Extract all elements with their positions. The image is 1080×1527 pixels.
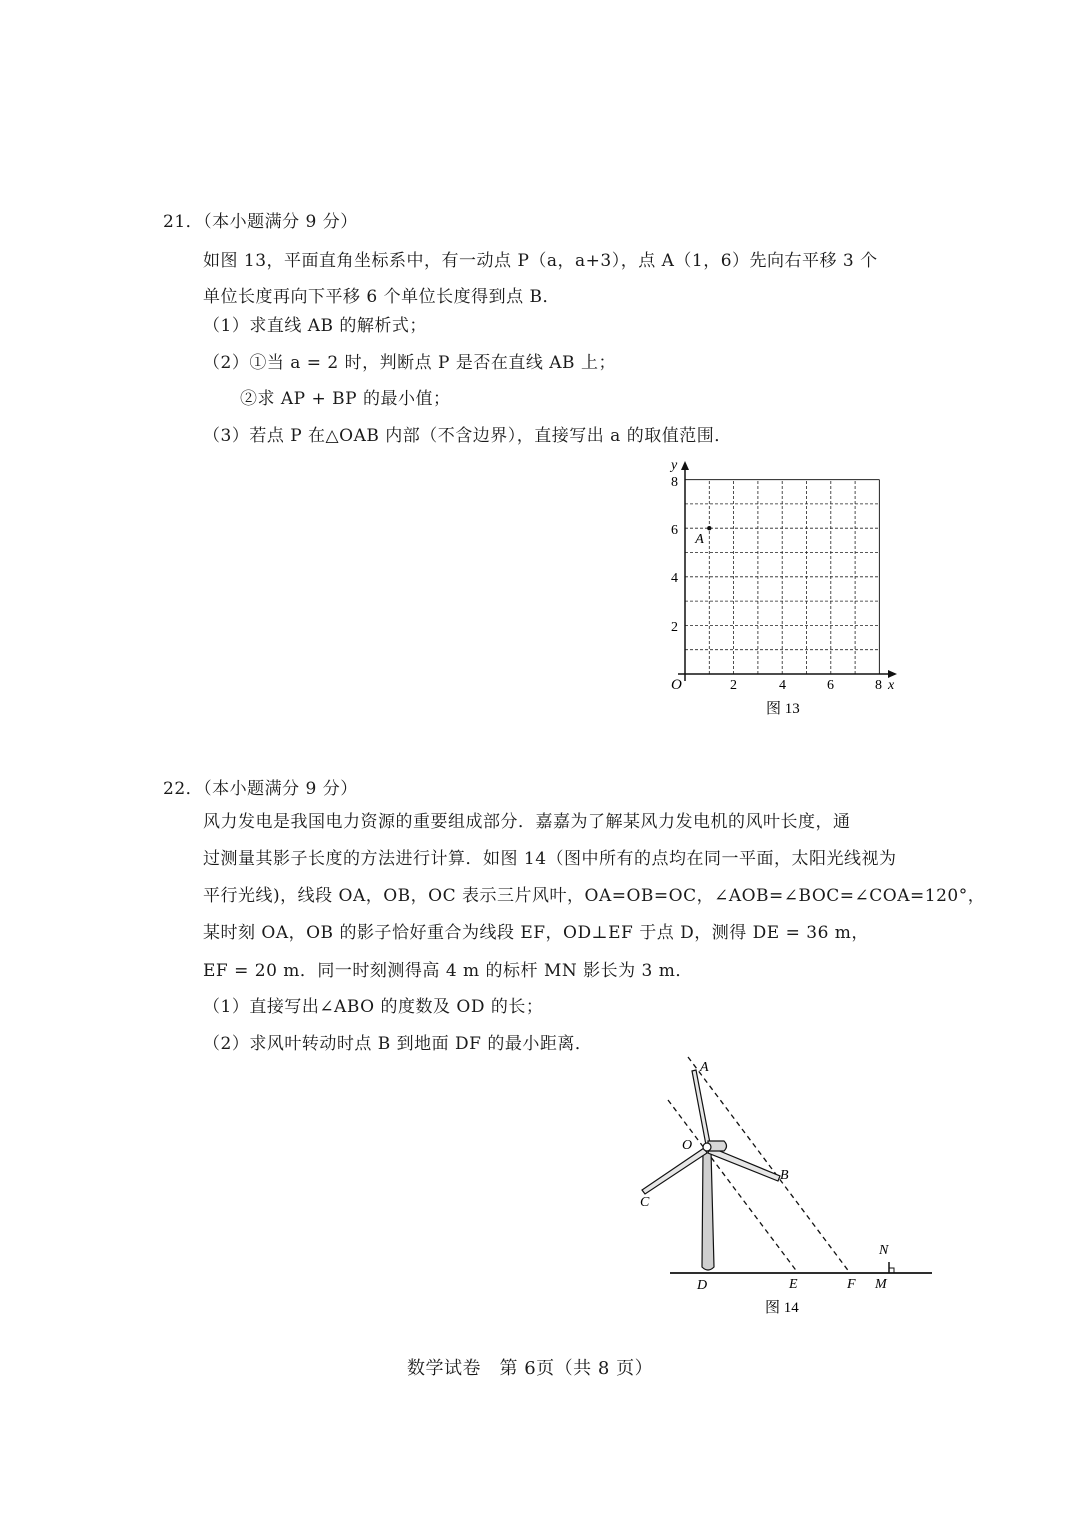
- x-axis-arrow: [888, 670, 897, 678]
- x-tick-4: 4: [779, 678, 786, 693]
- y-axis-label: y: [671, 458, 678, 473]
- label-a: A: [700, 1060, 709, 1075]
- turbine-tower: [702, 1151, 714, 1270]
- label-d: D: [697, 1278, 708, 1293]
- x-axis-label: x: [888, 678, 895, 693]
- q21-line-2: 单位长度再向下平移 6 个单位长度得到点 B．: [203, 287, 561, 307]
- q21-part-1: （1）求直线 AB 的解析式；: [203, 316, 427, 336]
- q21-part-2-1: （2）①当 a = 2 时，判断点 P 是否在直线 AB 上；: [203, 353, 616, 373]
- blade-oc: [642, 1148, 707, 1194]
- q21-part-2-2: ②求 AP + BP 的最小值；: [240, 389, 451, 409]
- coordinate-grid: [685, 480, 879, 674]
- point-a: [707, 526, 711, 530]
- y-tick-4: 4: [671, 571, 678, 586]
- y-tick-6: 6: [671, 523, 678, 538]
- q22-line-2: 过测量其影子长度的方法进行计算．如图 14（图中所有的点均在同一平面，太阳光线视为: [203, 849, 897, 869]
- y-tick-8: 8: [671, 475, 678, 490]
- q22-line-4: 某时刻 OA，OB 的影子恰好重合为线段 EF，OD⊥EF 于点 D，测得 DE = 36 m，: [203, 923, 869, 943]
- q22-part-2: （2）求风叶转动时点 B 到地面 DF 的最小距离．: [203, 1034, 593, 1054]
- figure-13-caption: 图 13: [766, 701, 800, 717]
- figure-14: [630, 1055, 940, 1325]
- page-footer: 数学试卷 第 6页（共 8 页）: [407, 1358, 654, 1379]
- sun-ray-through-o: [668, 1100, 798, 1273]
- label-n: N: [879, 1243, 889, 1258]
- label-f: F: [847, 1277, 856, 1292]
- y-axis-arrow: [681, 461, 689, 470]
- figure-13: [655, 455, 915, 725]
- q22-header: 22．（本小题满分 9 分）: [163, 779, 358, 799]
- label-m: M: [875, 1277, 887, 1292]
- q21-header: 21．（本小题满分 9 分）: [163, 212, 358, 232]
- blade-oa: [692, 1070, 710, 1145]
- q22-line-5: EF = 20 m．同一时刻测得高 4 m 的标杆 MN 影长为 3 m．: [203, 961, 693, 981]
- origin-label: O: [671, 677, 682, 693]
- q22-line-1: 风力发电是我国电力资源的重要组成部分．嘉嘉为了解某风力发电机的风叶长度，通: [203, 812, 851, 832]
- label-e: E: [789, 1277, 798, 1292]
- y-tick-2: 2: [671, 620, 678, 635]
- label-o: O: [682, 1138, 693, 1153]
- blade-ob: [708, 1147, 780, 1181]
- x-tick-8: 8: [875, 678, 882, 693]
- x-tick-6: 6: [827, 678, 834, 693]
- figure-14-caption: 图 14: [765, 1300, 799, 1316]
- x-tick-2: 2: [730, 678, 737, 693]
- q21-part-3: （3）若点 P 在△OAB 内部（不含边界），直接写出 a 的取值范围．: [203, 426, 732, 446]
- label-b: B: [780, 1168, 789, 1183]
- q21-line-1: 如图 13，平面直角坐标系中，有一动点 P（a，a+3），点 A（1，6）先向右平移 3 个: [203, 251, 878, 271]
- label-c: C: [640, 1195, 650, 1210]
- q22-line-3: 平行光线)，线段 OA，OB，OC 表示三片风叶，OA=OB=OC，∠AOB=∠BOC=∠COA=120°，: [203, 886, 986, 906]
- point-a-label: A: [695, 532, 704, 548]
- q22-part-1: （1）直接写出∠ABO 的度数及 OD 的长；: [203, 997, 544, 1017]
- turbine-hub: [703, 1143, 711, 1151]
